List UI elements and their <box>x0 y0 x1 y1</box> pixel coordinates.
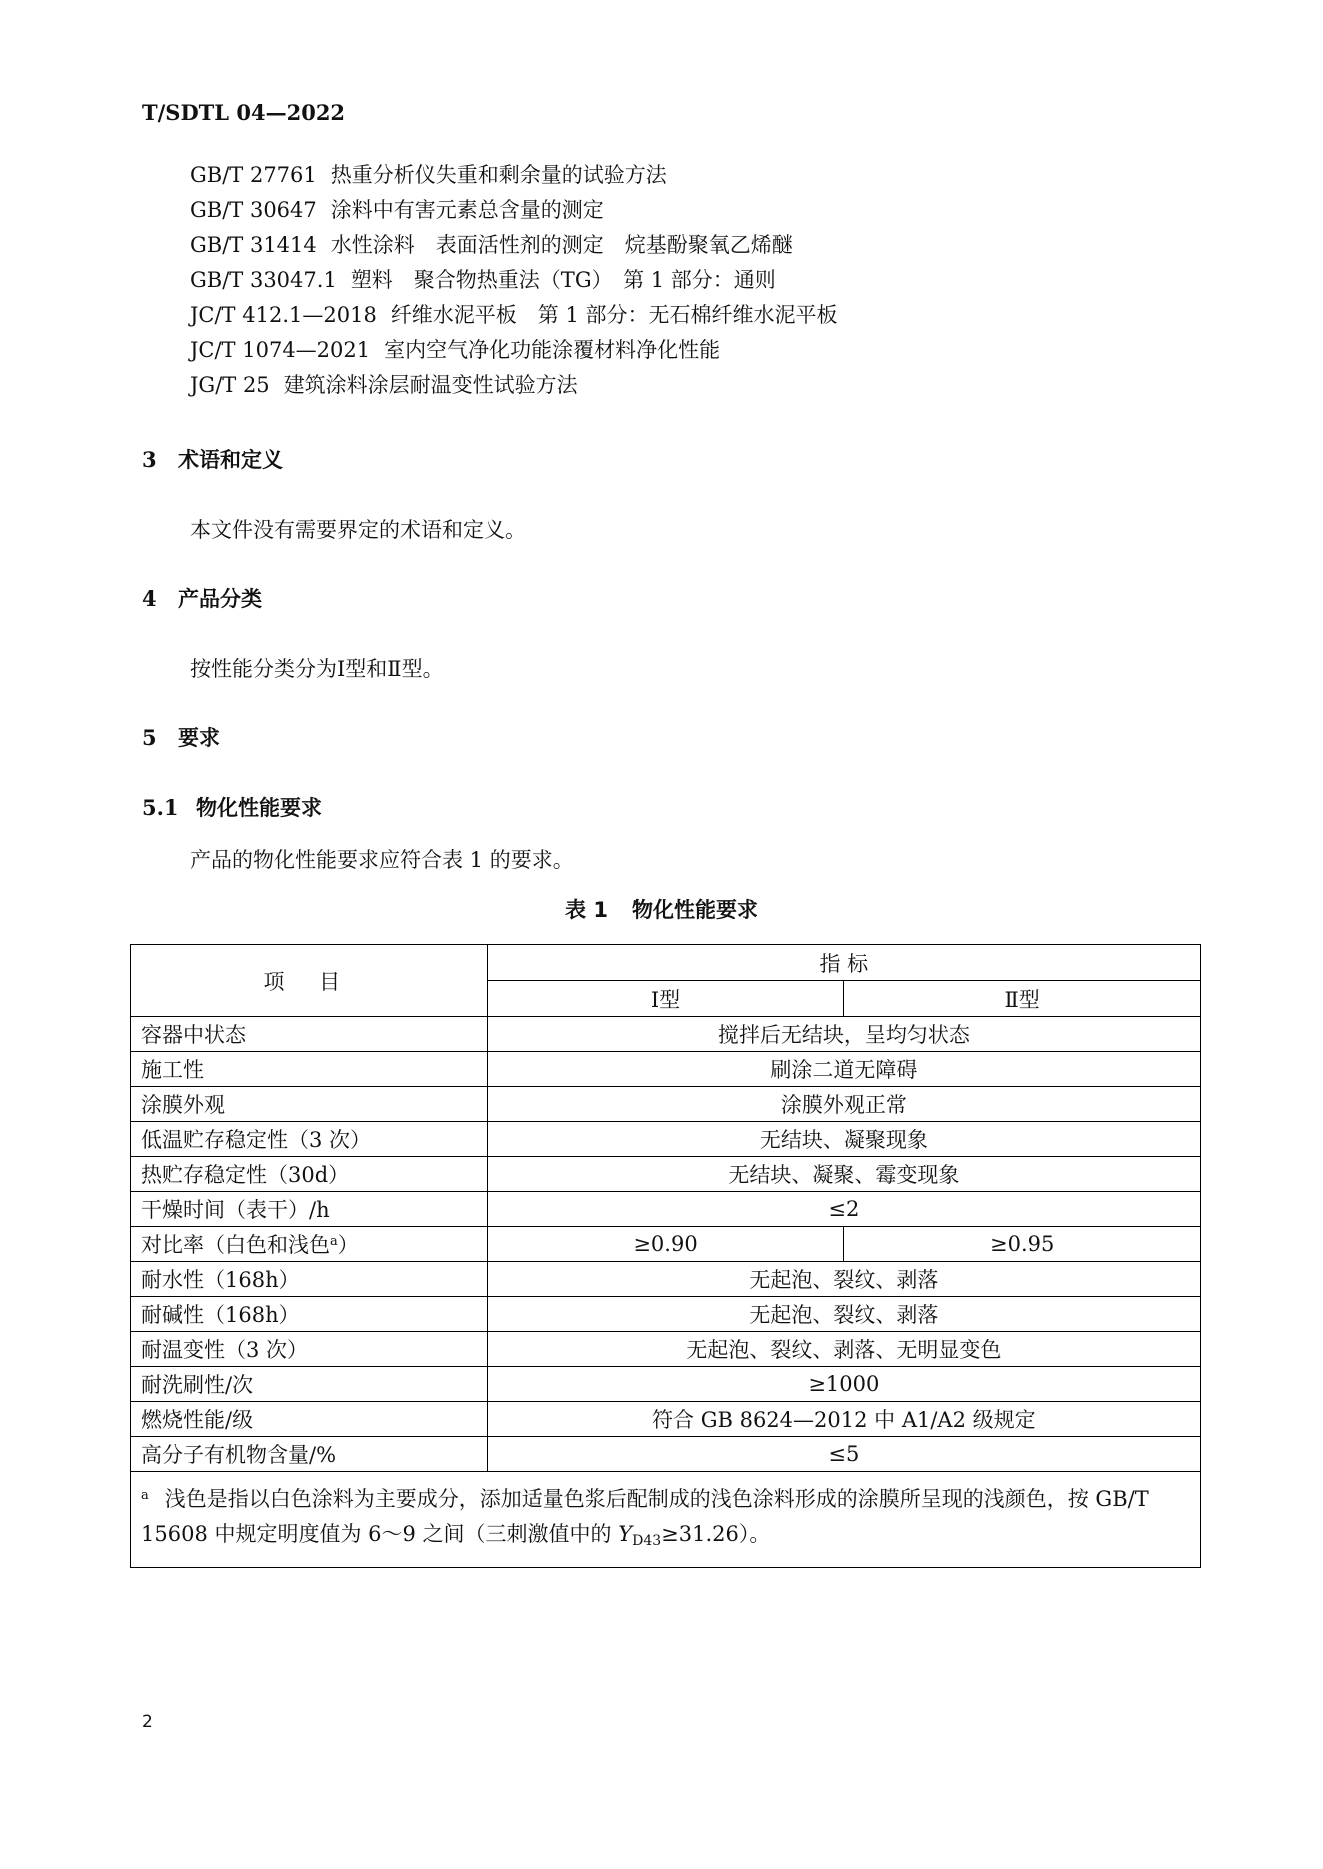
section-title: 物化性能要求 <box>196 796 322 820</box>
section-4-text: 按性能分类分为Ⅰ型和Ⅱ型。 <box>190 657 444 681</box>
reference-item <box>190 263 838 298</box>
row-item: 干燥时间（表干）/h <box>131 1192 488 1227</box>
section-title: 产品分类 <box>178 587 262 611</box>
table-footnote-row <box>131 1472 1201 1568</box>
section-number: 5 <box>142 725 157 750</box>
normative-references-list <box>190 158 838 403</box>
table-row <box>131 1192 1201 1227</box>
footnote-text-b: ≥31.26）。 <box>661 1522 771 1546</box>
reference-item <box>190 298 838 333</box>
table-caption <box>0 894 1323 924</box>
footnote-mark: a <box>141 1488 149 1503</box>
section-3-heading <box>142 444 283 474</box>
row-item: 高分子有机物含量/% <box>131 1437 488 1472</box>
row-value: 刷涂二道无障碍 <box>487 1052 1200 1087</box>
reference-title: 建筑涂料涂层耐温变性试验方法 <box>283 373 578 397</box>
reference-title: 水性涂料 表面活性剂的测定 烷基酚聚氧乙烯醚 <box>330 233 793 257</box>
reference-item <box>190 368 838 403</box>
section-number: 3 <box>142 447 157 472</box>
row-value: 涂膜外观正常 <box>487 1087 1200 1122</box>
reference-title: 纤维水泥平板 第 1 部分：无石棉纤维水泥平板 <box>390 303 838 327</box>
reference-title: 室内空气净化功能涂覆材料净化性能 <box>384 338 721 362</box>
table-row <box>131 1332 1201 1367</box>
row-value: 符合 GB 8624—2012 中 A1/A2 级规定 <box>487 1402 1200 1437</box>
row-item: 耐洗刷性/次 <box>131 1367 488 1402</box>
footnote-y-letter: Y <box>618 1522 633 1546</box>
table-row <box>131 1297 1201 1332</box>
reference-title: 塑料 聚合物热重法（TG） 第 1 部分：通则 <box>350 268 776 292</box>
reference-title: 涂料中有害元素总含量的测定 <box>330 198 604 222</box>
row-item: 热贮存稳定性（30d） <box>131 1157 488 1192</box>
section-4-heading <box>142 583 262 613</box>
header-type-1: Ⅰ型 <box>487 981 844 1017</box>
table-row <box>131 1437 1201 1472</box>
table-row <box>131 1087 1201 1122</box>
table-row <box>131 1367 1201 1402</box>
row-item-suffix: ） <box>337 1233 359 1257</box>
reference-item <box>190 193 838 228</box>
reference-code: JC/T 1074—2021 <box>190 338 371 362</box>
table-caption-title: 物化性能要求 <box>631 898 758 922</box>
reference-code: JC/T 412.1—2018 <box>190 303 377 327</box>
row-item: 燃烧性能/级 <box>131 1402 488 1437</box>
section-title: 术语和定义 <box>178 448 283 472</box>
table-row <box>131 1017 1201 1052</box>
footnote-ref-mark: a <box>330 1234 338 1249</box>
table-row <box>131 1052 1201 1087</box>
page-number: 2 <box>142 1712 153 1732</box>
row-value: 搅拌后无结块，呈均匀状态 <box>487 1017 1200 1052</box>
row-value: 无起泡、裂纹、剥落 <box>487 1297 1200 1332</box>
row-item: 耐水性（168h） <box>131 1262 488 1297</box>
row-value: ≥1000 <box>487 1367 1200 1402</box>
table-footnote <box>131 1472 1201 1568</box>
document-id-header: T/SDTL 04—2022 <box>142 100 346 125</box>
table-header-row <box>131 945 1201 981</box>
table-row <box>131 1262 1201 1297</box>
reference-code: JG/T 25 <box>190 373 270 397</box>
reference-code: GB/T 27761 <box>190 163 317 187</box>
row-value-type-2: ≥0.95 <box>844 1227 1201 1262</box>
reference-title: 热重分析仪失重和剩余量的试验方法 <box>330 163 667 187</box>
section-5-1-text: 产品的物化性能要求应符合表 1 的要求。 <box>190 848 574 872</box>
section-title: 要求 <box>178 726 220 750</box>
section-number: 5.1 <box>142 795 179 820</box>
reference-code: GB/T 30647 <box>190 198 317 222</box>
header-type-2: Ⅱ型 <box>844 981 1201 1017</box>
section-number: 4 <box>142 586 157 611</box>
row-value: 无起泡、裂纹、剥落、无明显变色 <box>487 1332 1200 1367</box>
table-row <box>131 1227 1201 1262</box>
footnote-y-subscript: D43 <box>632 1533 662 1549</box>
row-item: 容器中状态 <box>131 1017 488 1052</box>
row-item: 涂膜外观 <box>131 1087 488 1122</box>
reference-item <box>190 158 838 193</box>
reference-code: GB/T 31414 <box>190 233 317 257</box>
footnote-text-a: 浅色是指以白色涂料为主要成分，添加适量色浆后配制成的浅色涂料形成的涂膜所呈现的浅颜色，按 GB/T 15608 中规定明度值为 6～9 之间（三刺激值中的 <box>141 1487 1149 1546</box>
table-row <box>131 1157 1201 1192</box>
reference-item <box>190 333 838 368</box>
section-3-text: 本文件没有需要界定的术语和定义。 <box>190 518 526 542</box>
physicochemical-requirements-table <box>130 944 1201 1568</box>
table-row <box>131 1402 1201 1437</box>
row-item: 低温贮存稳定性（3 次） <box>131 1122 488 1157</box>
row-value-type-1: ≥0.90 <box>487 1227 844 1262</box>
row-value: ≤5 <box>487 1437 1200 1472</box>
row-item <box>131 1227 488 1262</box>
header-item: 项 目 <box>131 945 488 1017</box>
row-item: 耐碱性（168h） <box>131 1297 488 1332</box>
row-item: 施工性 <box>131 1052 488 1087</box>
reference-item <box>190 228 838 263</box>
row-value: ≤2 <box>487 1192 1200 1227</box>
row-item: 耐温变性（3 次） <box>131 1332 488 1367</box>
reference-code: GB/T 33047.1 <box>190 268 337 292</box>
row-value: 无结块、凝聚、霉变现象 <box>487 1157 1200 1192</box>
table-caption-number: 表 1 <box>565 898 608 922</box>
row-value: 无结块、凝聚现象 <box>487 1122 1200 1157</box>
row-value: 无起泡、裂纹、剥落 <box>487 1262 1200 1297</box>
section-5-1-heading <box>142 792 322 822</box>
table-row <box>131 1122 1201 1157</box>
row-item-prefix: 对比率（白色和浅色 <box>141 1233 330 1257</box>
section-5-heading <box>142 722 220 752</box>
header-index: 指 标 <box>487 945 1200 981</box>
